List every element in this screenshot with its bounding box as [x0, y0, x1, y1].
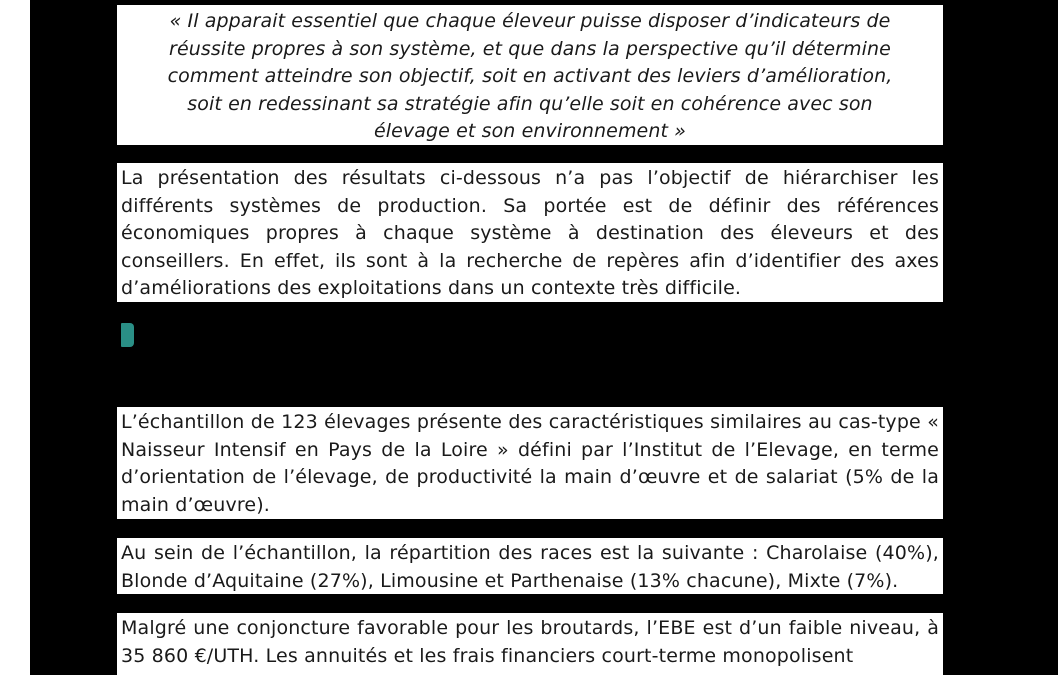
quote-line-5: élevage et son environnement » — [373, 120, 687, 143]
paragraph-presentation: La présentation des résultats ci-dessous n’a pas l’objectif de hiérarchiser les différents systèmes de production. Sa portée est de définir des références économiques propres à chaque système à destination des éleveurs et des conseillers. En effet, ils sont à la recherche de repères afin d’identifier des axes d’améliorations des exploitations dans un contexte très difficile. — [117, 163, 943, 302]
paragraph-races: Au sein de l’échantillon, la répartition des races est la suivante : Charolaise (40%), Blonde d’Aquitaine (27%), Limousine et Parthenaise (13% chacune), Mixte (7%). — [117, 538, 943, 594]
page-left-edge — [0, 0, 30, 675]
paragraph-echantillon: L’échantillon de 123 élevages présente des caractéristiques similaires au cas-type « Naisseur Intensif en Pays de la Loire » défini par l’Institut de l’Elevage, en terme d’orientation de l’élevage, de productivité la main d’œuvre et de salariat (5% de la main d’œuvre). — [117, 407, 943, 519]
quote-line-4: soit en redessinant sa stratégie afin qu’elle soit en cohérence avec son — [187, 92, 873, 115]
quote-line-3: comment atteindre son objectif, soit en activant des leviers d’amélioration, — [167, 65, 893, 88]
quote-line-1: « Il apparait essentiel que chaque éleveur puisse disposer d’indicateurs de — [169, 10, 891, 32]
paragraph-ebe: Malgré une conjoncture favorable pour les broutards, l’EBE est d’un faible niveau, à 35 860 €/UTH. Les annuités et les frais financiers court-terme monopolisent — [117, 613, 943, 675]
quote-block — [117, 5, 943, 145]
section-marker-icon — [121, 323, 134, 347]
quote-line-2: réussite propres à son système, et que dans la perspective qu’il détermine — [169, 37, 891, 60]
